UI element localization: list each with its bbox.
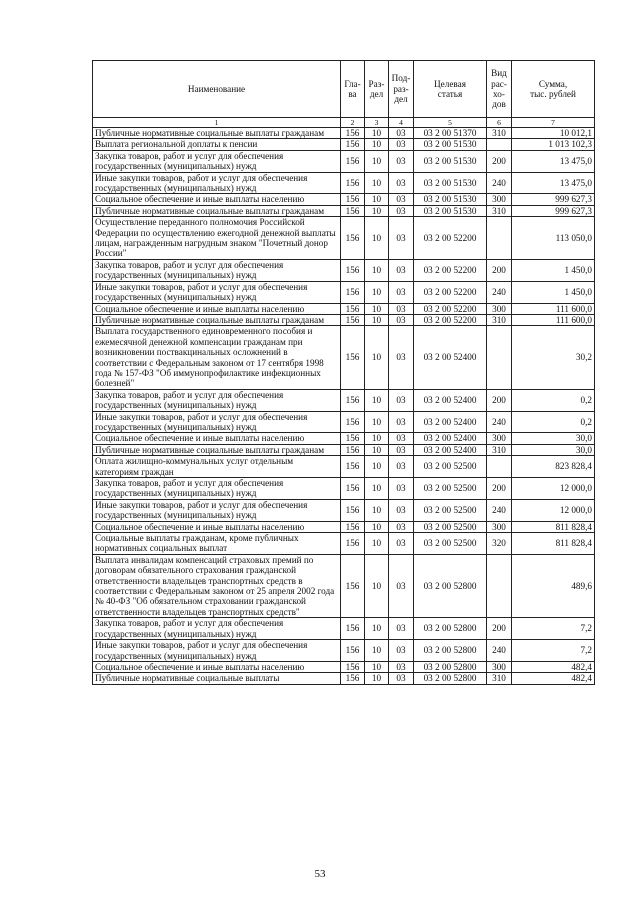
row-vid: 200: [487, 389, 512, 411]
row-name: Публичные нормативные социальные выплаты гражданам: [93, 205, 341, 216]
row-vid: 200: [487, 150, 512, 172]
row-podrazdel: 03: [389, 281, 414, 303]
row-vid: 200: [487, 478, 512, 500]
table-row: [93, 456, 595, 478]
row-target: 03 2 00 52200: [414, 217, 487, 260]
table-row: [93, 640, 595, 662]
row-glava: 156: [341, 259, 365, 281]
row-sum: 12 000,0: [512, 499, 595, 521]
row-podrazdel: 03: [389, 499, 414, 521]
row-glava: 156: [341, 411, 365, 433]
row-podrazdel: 03: [389, 554, 414, 617]
row-name: Публичные нормативные социальные выплаты гражданам: [93, 128, 341, 139]
row-razdel: 10: [365, 150, 389, 172]
row-razdel: 10: [365, 303, 389, 314]
column-number: 4: [389, 118, 414, 128]
table-row: [93, 303, 595, 314]
table-row: [93, 205, 595, 216]
row-name: Иные закупки товаров, работ и услуг для обеспечения государственных (муниципальных) нужд: [93, 640, 341, 662]
row-razdel: 10: [365, 499, 389, 521]
row-glava: 156: [341, 673, 365, 684]
table-row: [93, 618, 595, 640]
row-glava: 156: [341, 172, 365, 194]
table-row: [93, 389, 595, 411]
row-name: Публичные нормативные социальные выплаты гражданам: [93, 314, 341, 325]
row-target: 03 2 00 51530: [414, 139, 487, 150]
row-vid: 300: [487, 194, 512, 205]
column-number-row: [93, 118, 595, 128]
row-name: Социальное обеспечение и иные выплаты населению: [93, 194, 341, 205]
row-sum: 30,0: [512, 444, 595, 455]
row-glava: 156: [341, 521, 365, 532]
row-target: 03 2 00 52400: [414, 433, 487, 444]
table-row: [93, 661, 595, 672]
row-glava: 156: [341, 661, 365, 672]
row-podrazdel: 03: [389, 303, 414, 314]
row-glava: 156: [341, 618, 365, 640]
row-target: 03 2 00 52800: [414, 554, 487, 617]
row-podrazdel: 03: [389, 456, 414, 478]
row-vid: 310: [487, 205, 512, 216]
row-vid: 300: [487, 433, 512, 444]
row-glava: 156: [341, 314, 365, 325]
row-sum: 811 828,4: [512, 521, 595, 532]
table-row: [93, 139, 595, 150]
row-glava: 156: [341, 389, 365, 411]
row-sum: 13 475,0: [512, 172, 595, 194]
row-glava: 156: [341, 194, 365, 205]
row-sum: 12 000,0: [512, 478, 595, 500]
table-row: [93, 411, 595, 433]
row-vid: [487, 139, 512, 150]
row-glava: 156: [341, 533, 365, 555]
table-row: [93, 478, 595, 500]
row-target: 03 2 00 52500: [414, 456, 487, 478]
row-sum: 13 475,0: [512, 150, 595, 172]
row-name: Закупка товаров, работ и услуг для обеспечения государственных (муниципальных) нужд: [93, 259, 341, 281]
row-podrazdel: 03: [389, 205, 414, 216]
row-podrazdel: 03: [389, 673, 414, 684]
row-target: 03 2 00 51370: [414, 128, 487, 139]
row-razdel: 10: [365, 444, 389, 455]
row-vid: [487, 326, 512, 389]
row-razdel: 10: [365, 478, 389, 500]
row-razdel: 10: [365, 326, 389, 389]
row-vid: 200: [487, 259, 512, 281]
row-razdel: 10: [365, 139, 389, 150]
row-name: Закупка товаров, работ и услуг для обеспечения государственных (муниципальных) нужд: [93, 618, 341, 640]
row-razdel: 10: [365, 205, 389, 216]
row-name: Выплата региональной доплаты к пенсии: [93, 139, 341, 150]
row-vid: 300: [487, 521, 512, 532]
table-row: [93, 554, 595, 617]
row-vid: 310: [487, 128, 512, 139]
row-vid: 200: [487, 618, 512, 640]
row-podrazdel: 03: [389, 640, 414, 662]
row-target: 03 2 00 52200: [414, 259, 487, 281]
row-razdel: 10: [365, 194, 389, 205]
header-razdel: Раз- дел: [365, 61, 389, 118]
row-target: 03 2 00 52400: [414, 326, 487, 389]
table-row: [93, 673, 595, 684]
row-vid: 310: [487, 444, 512, 455]
row-vid: 240: [487, 172, 512, 194]
column-number: 7: [512, 118, 595, 128]
row-sum: 113 050,0: [512, 217, 595, 260]
row-target: 03 2 00 51530: [414, 172, 487, 194]
row-name: Выплата государственного единовременного пособия и ежемесячной денежной компенсации гражданам при возникновении поствакцинальных осложнений в соответствии с Федеральным законом от 17 сентября 1998 года № 157-ФЗ "Об иммунопрофилактике инфекционных болезней": [93, 326, 341, 389]
page-number: 53: [314, 868, 326, 880]
row-razdel: 10: [365, 456, 389, 478]
row-vid: 240: [487, 281, 512, 303]
table-row: [93, 499, 595, 521]
row-razdel: 10: [365, 661, 389, 672]
row-sum: 1 013 102,3: [512, 139, 595, 150]
row-podrazdel: 03: [389, 411, 414, 433]
column-number: 6: [487, 118, 512, 128]
row-podrazdel: 03: [389, 533, 414, 555]
row-razdel: 10: [365, 533, 389, 555]
row-podrazdel: 03: [389, 139, 414, 150]
row-vid: 300: [487, 661, 512, 672]
header-name: Наименование: [93, 61, 341, 118]
row-podrazdel: 03: [389, 128, 414, 139]
row-name: Социальные выплаты гражданам, кроме публичных нормативных социальных выплат: [93, 533, 341, 555]
column-number: 1: [93, 118, 341, 128]
row-podrazdel: 03: [389, 389, 414, 411]
row-podrazdel: 03: [389, 194, 414, 205]
row-sum: 30,2: [512, 326, 595, 389]
row-glava: 156: [341, 433, 365, 444]
row-name: Социальное обеспечение и иные выплаты населению: [93, 433, 341, 444]
row-sum: 999 627,3: [512, 194, 595, 205]
row-vid: 240: [487, 640, 512, 662]
row-name: Закупка товаров, работ и услуг для обеспечения государственных (муниципальных) нужд: [93, 389, 341, 411]
row-name: Оплата жилищно-коммунальных услуг отдельным категориям граждан: [93, 456, 341, 478]
table-row: [93, 521, 595, 532]
row-target: 03 2 00 51530: [414, 150, 487, 172]
header-target: Целевая статья: [414, 61, 487, 118]
row-razdel: 10: [365, 673, 389, 684]
row-target: 03 2 00 52800: [414, 640, 487, 662]
row-target: 03 2 00 52200: [414, 314, 487, 325]
row-name: Публичные нормативные социальные выплаты: [93, 673, 341, 684]
row-razdel: 10: [365, 618, 389, 640]
row-target: 03 2 00 52200: [414, 281, 487, 303]
row-podrazdel: 03: [389, 444, 414, 455]
table-header-row: [93, 61, 595, 118]
row-podrazdel: 03: [389, 521, 414, 532]
row-razdel: 10: [365, 554, 389, 617]
table-row: [93, 150, 595, 172]
row-name: Иные закупки товаров, работ и услуг для обеспечения государственных (муниципальных) нужд: [93, 172, 341, 194]
row-sum: 10 012,1: [512, 128, 595, 139]
row-razdel: 10: [365, 128, 389, 139]
column-number: 5: [414, 118, 487, 128]
row-name: Социальное обеспечение и иные выплаты населению: [93, 303, 341, 314]
row-razdel: 10: [365, 217, 389, 260]
row-name: Публичные нормативные социальные выплаты гражданам: [93, 444, 341, 455]
row-target: 03 2 00 52400: [414, 389, 487, 411]
row-razdel: 10: [365, 259, 389, 281]
table-row: [93, 533, 595, 555]
row-sum: 482,4: [512, 661, 595, 672]
row-name: Иные закупки товаров, работ и услуг для обеспечения государственных (муниципальных) нужд: [93, 411, 341, 433]
row-name: Закупка товаров, работ и услуг для обеспечения государственных (муниципальных) нужд: [93, 150, 341, 172]
table-row: [93, 128, 595, 139]
row-sum: 111 600,0: [512, 314, 595, 325]
row-glava: 156: [341, 217, 365, 260]
row-podrazdel: 03: [389, 478, 414, 500]
table-row: [93, 326, 595, 389]
row-sum: 7,2: [512, 618, 595, 640]
table-body: [93, 128, 595, 685]
budget-table: [92, 60, 595, 685]
row-sum: 111 600,0: [512, 303, 595, 314]
row-glava: 156: [341, 640, 365, 662]
row-name: Закупка товаров, работ и услуг для обеспечения государственных (муниципальных) нужд: [93, 478, 341, 500]
row-sum: 0,2: [512, 389, 595, 411]
row-name: Иные закупки товаров, работ и услуг для обеспечения государственных (муниципальных) нужд: [93, 281, 341, 303]
row-podrazdel: 03: [389, 259, 414, 281]
header-podrazdel: Под- раз- дел: [389, 61, 414, 118]
row-target: 03 2 00 52500: [414, 499, 487, 521]
row-vid: [487, 554, 512, 617]
row-target: 03 2 00 52500: [414, 521, 487, 532]
table-row: [93, 194, 595, 205]
table-row: [93, 217, 595, 260]
row-vid: [487, 217, 512, 260]
row-sum: 0,2: [512, 411, 595, 433]
row-razdel: 10: [365, 314, 389, 325]
row-vid: [487, 456, 512, 478]
row-glava: 156: [341, 303, 365, 314]
header-sum: Сумма, тыс. рублей: [512, 61, 595, 118]
row-podrazdel: 03: [389, 661, 414, 672]
row-glava: 156: [341, 281, 365, 303]
row-sum: 30,0: [512, 433, 595, 444]
row-glava: 156: [341, 205, 365, 216]
row-podrazdel: 03: [389, 433, 414, 444]
row-sum: 823 828,4: [512, 456, 595, 478]
row-glava: 156: [341, 499, 365, 521]
row-target: 03 2 00 52500: [414, 533, 487, 555]
column-number: 2: [341, 118, 365, 128]
row-target: 03 2 00 51530: [414, 205, 487, 216]
row-glava: 156: [341, 444, 365, 455]
row-podrazdel: 03: [389, 150, 414, 172]
column-number: 3: [365, 118, 389, 128]
table-row: [93, 433, 595, 444]
table-row: [93, 444, 595, 455]
row-name: Выплата инвалидам компенсаций страховых премий по договорам обязательного страхования гражданской ответственности владельцев транспортных средств в соответствии с Федеральным законом от 25 апреля 2002 года № 40-ФЗ "Об обязательном страховании гражданской ответственности владельцев транспортных средств": [93, 554, 341, 617]
table-row: [93, 172, 595, 194]
row-podrazdel: 03: [389, 217, 414, 260]
row-target: 03 2 00 52200: [414, 303, 487, 314]
table-row: [93, 314, 595, 325]
row-target: 03 2 00 52800: [414, 673, 487, 684]
row-podrazdel: 03: [389, 618, 414, 640]
row-target: 03 2 00 52400: [414, 444, 487, 455]
row-vid: 240: [487, 499, 512, 521]
row-glava: 156: [341, 139, 365, 150]
row-vid: 300: [487, 303, 512, 314]
row-target: 03 2 00 52400: [414, 411, 487, 433]
row-name: Социальное обеспечение и иные выплаты населению: [93, 521, 341, 532]
row-sum: 482,4: [512, 673, 595, 684]
row-glava: 156: [341, 456, 365, 478]
row-sum: 1 450,0: [512, 281, 595, 303]
row-razdel: 10: [365, 411, 389, 433]
row-target: 03 2 00 52800: [414, 618, 487, 640]
row-sum: 1 450,0: [512, 259, 595, 281]
table-row: [93, 259, 595, 281]
row-glava: 156: [341, 128, 365, 139]
row-sum: 999 627,3: [512, 205, 595, 216]
row-vid: 310: [487, 314, 512, 325]
row-sum: 811 828,4: [512, 533, 595, 555]
row-name: Осуществление переданного полномочия Российской Федерации по осуществлению ежегодной денежной выплаты лицам, награжденным нагрудным знаком "Почетный донор России": [93, 217, 341, 260]
row-sum: 489,6: [512, 554, 595, 617]
row-razdel: 10: [365, 521, 389, 532]
row-razdel: 10: [365, 389, 389, 411]
row-name: Иные закупки товаров, работ и услуг для обеспечения государственных (муниципальных) нужд: [93, 499, 341, 521]
row-vid: 240: [487, 411, 512, 433]
row-name: Социальное обеспечение и иные выплаты населению: [93, 661, 341, 672]
row-glava: 156: [341, 326, 365, 389]
row-vid: 310: [487, 673, 512, 684]
row-target: 03 2 00 51530: [414, 194, 487, 205]
row-razdel: 10: [365, 172, 389, 194]
row-glava: 156: [341, 478, 365, 500]
row-vid: 320: [487, 533, 512, 555]
row-glava: 156: [341, 150, 365, 172]
row-target: 03 2 00 52500: [414, 478, 487, 500]
header-glava: Гла- ва: [341, 61, 365, 118]
row-glava: 156: [341, 554, 365, 617]
row-podrazdel: 03: [389, 326, 414, 389]
row-razdel: 10: [365, 281, 389, 303]
row-podrazdel: 03: [389, 172, 414, 194]
row-podrazdel: 03: [389, 314, 414, 325]
table-row: [93, 281, 595, 303]
row-razdel: 10: [365, 640, 389, 662]
row-sum: 7,2: [512, 640, 595, 662]
row-razdel: 10: [365, 433, 389, 444]
header-vid: Вид рас- хо- дов: [487, 61, 512, 118]
row-target: 03 2 00 52800: [414, 661, 487, 672]
